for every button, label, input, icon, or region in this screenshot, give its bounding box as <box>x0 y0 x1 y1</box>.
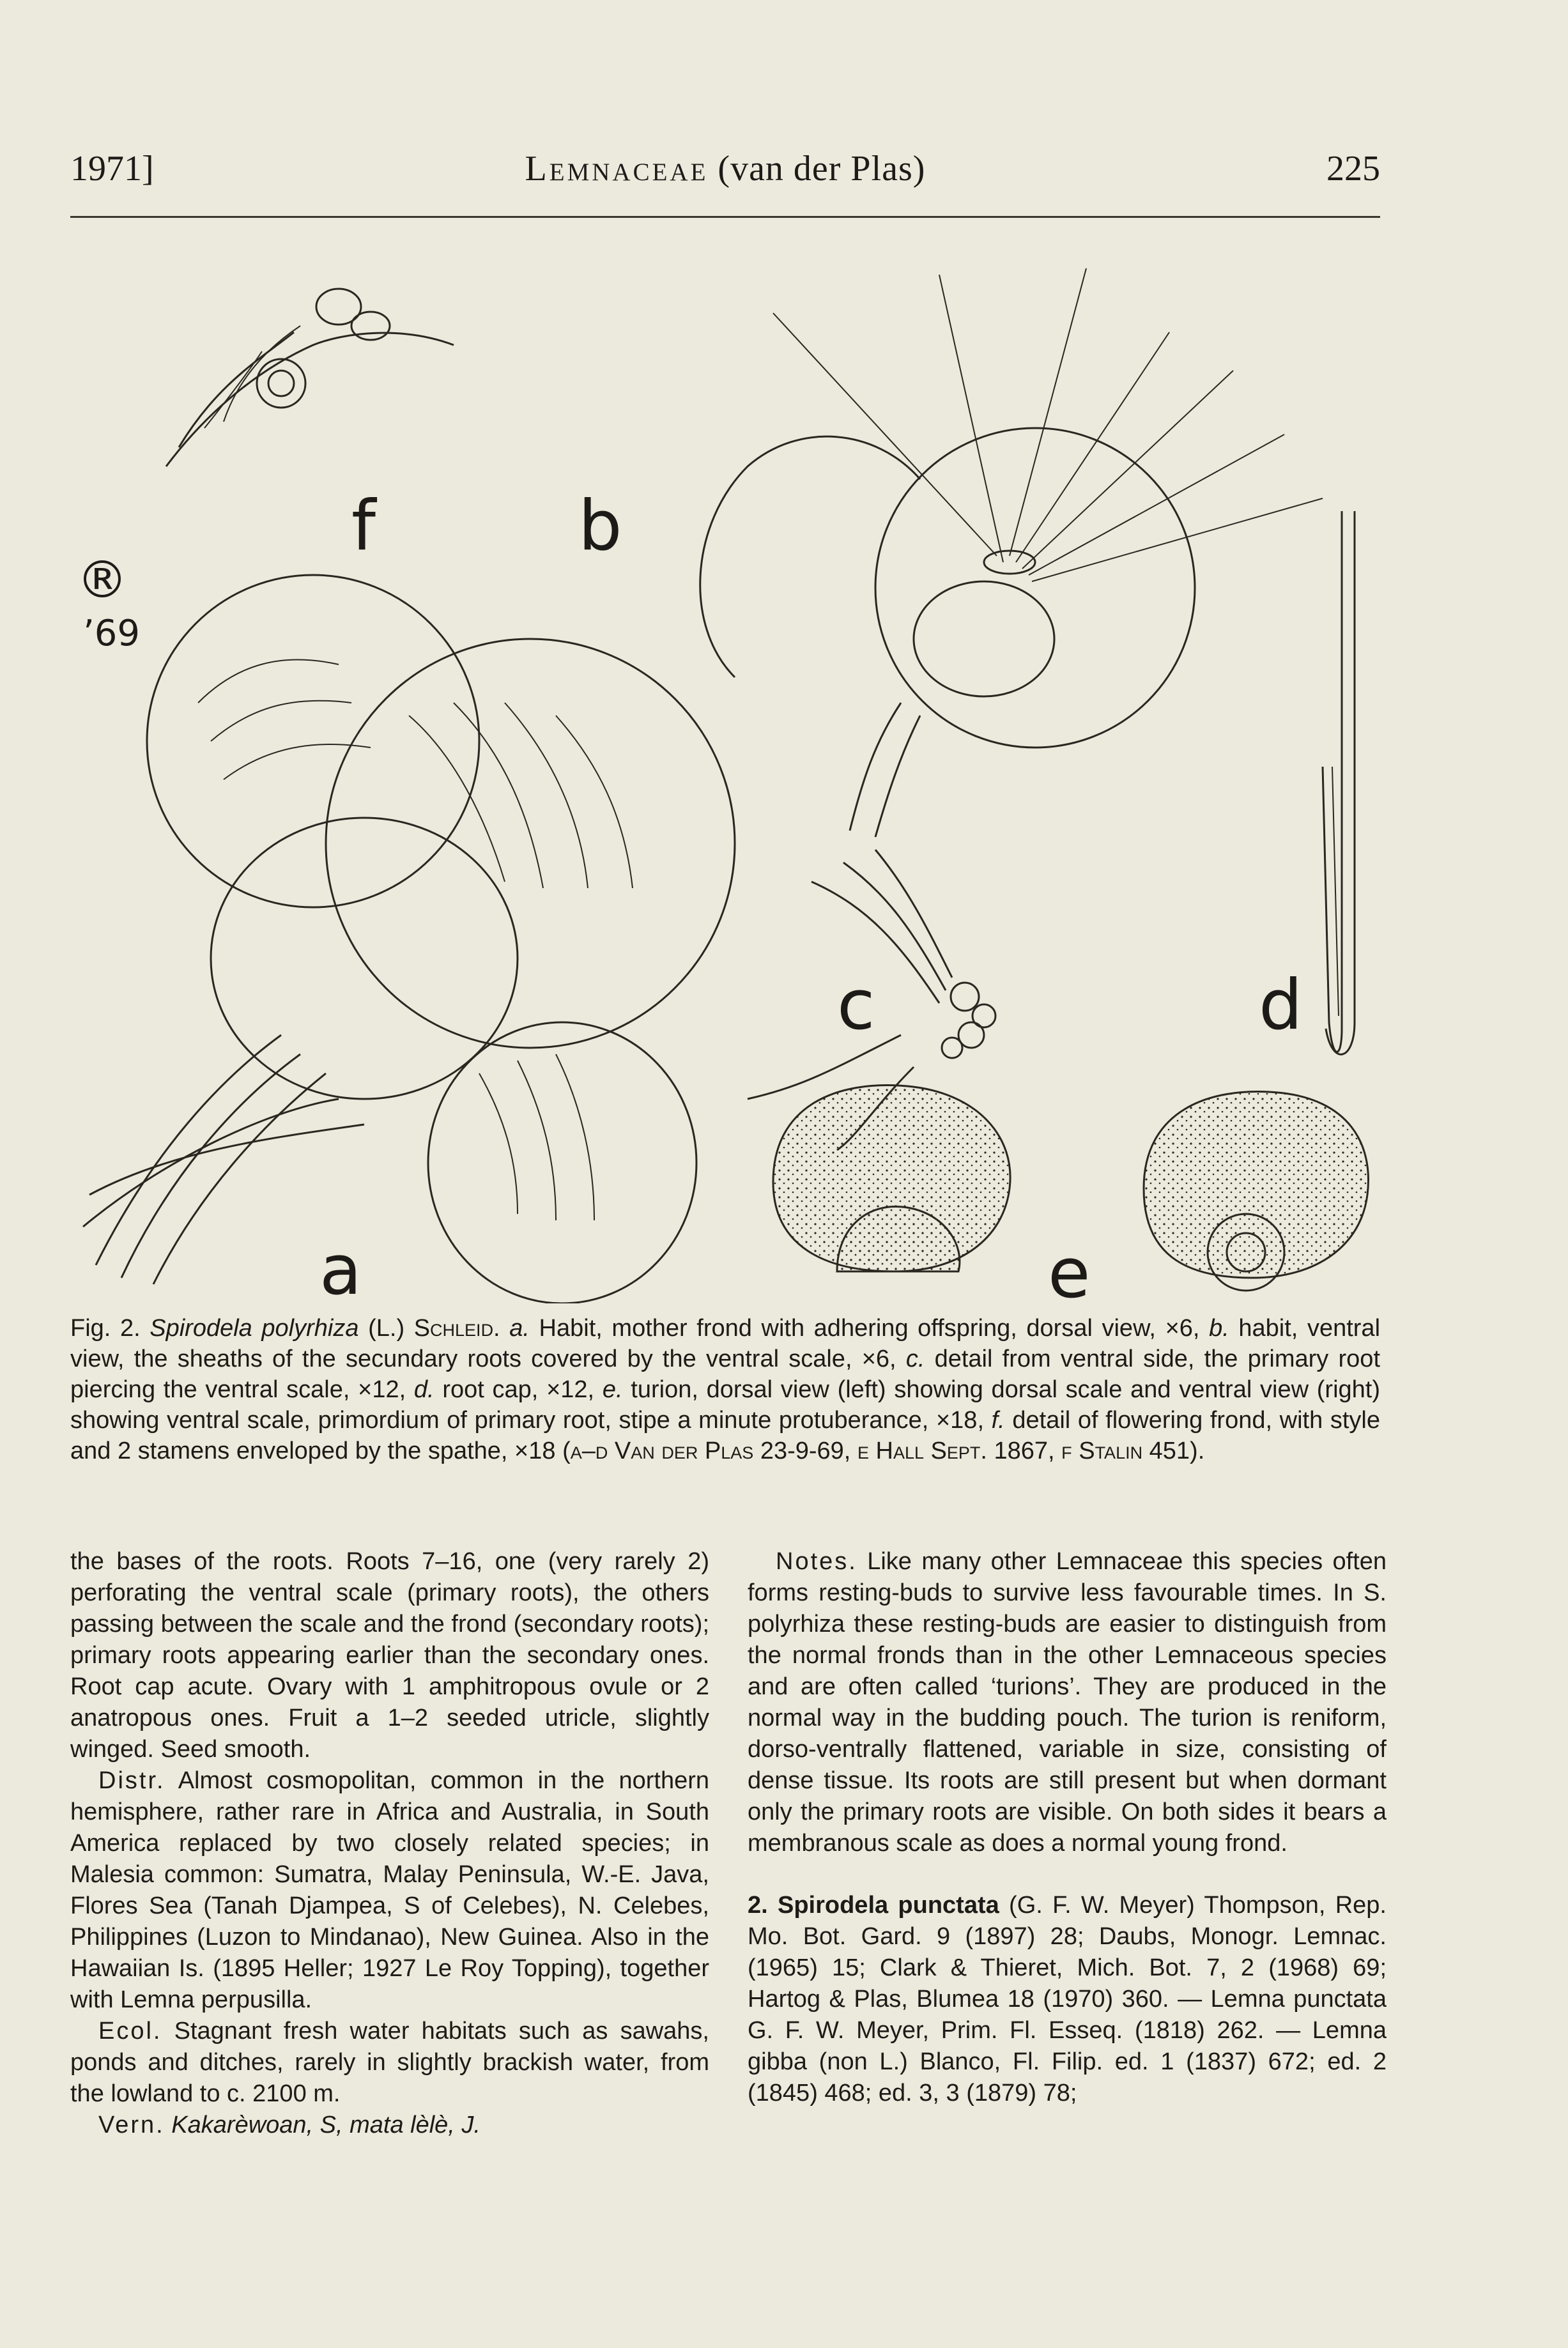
caption-c: detail from ventral side, the primary root piercing the ventral scale, ×12, <box>70 1346 1380 1403</box>
distr-label: Distr. <box>98 1767 165 1794</box>
caption-sources-ad: (a–d Van der Plas 23-9-69, <box>562 1438 851 1464</box>
caption-authority: (L.) Schleid. <box>368 1315 500 1342</box>
header-rule <box>70 216 1380 218</box>
panel-label-d: d <box>1259 965 1303 1045</box>
caption-sources-f: f Stalin 451). <box>1061 1438 1205 1464</box>
panel-label-b: b <box>578 486 622 566</box>
artist-year: ’69 <box>83 613 141 654</box>
panel-label-f: f <box>351 486 376 566</box>
distribution-paragraph <box>70 1765 709 2016</box>
right-column <box>748 1546 1387 2109</box>
header-family: Lemnaceae <box>525 149 709 188</box>
species-entry <box>748 1890 1387 2109</box>
panel-d-drawing <box>1323 511 1355 1054</box>
caption-d: root cap, ×12, <box>442 1376 595 1403</box>
notes-text: Like many other Lemnaceae this species often forms resting-buds to survive less favourable times. In S. polyrhiza these resting-buds are easier to distinguish from the normal fronds than in the other Lemnaceous species and are often called ‘turions’. They are produced in the normal way in the budding pouch. The turion is reniform, dorso-ventrally flattened, variable in size, consisting of dense tissue. Its roots are still present but when dormant only the primary roots are visible. On both sides it bears a membranous scale as does a normal young frond. <box>748 1548 1387 1857</box>
header-author: (van der Plas) <box>718 149 926 188</box>
species-number: 2. <box>748 1892 768 1919</box>
panel-label-e: e <box>1048 1234 1091 1303</box>
ecol-text: Stagnant fresh water habitats such as sawahs, ponds and ditches, rarely in slightly brackish water, from the lowland to c. 2100 m. <box>70 2018 709 2107</box>
panel-label-a: a <box>319 1231 362 1303</box>
figure-caption: Fig. 2. Spirodela polyrhiza (L.) Schleid. a. Habit, mother frond with adhering offspring, dorsal view, ×6, b. habit, ventral view, the sheaths of the secundary roots covered by the ventral scale, ×6, c. detail from ventral side, the primary root piercing the ventral scale, ×12, d. root cap, ×12, e. turion, dorsal view (left) showing dorsal scale and ventral view (right) showing ventral scale, primordium of primary root, stipe a minute protuberance, ×18, f. detail of flowering frond, with style and 2 stamens enveloped by the spathe, ×18 (a–d Van der Plas 23-9-69, e Hall Sept. 1867, f Stalin 451). <box>70 1315 1381 1464</box>
ecology-paragraph <box>70 2016 709 2110</box>
ecol-label: Ecol. <box>98 2018 162 2045</box>
caption-f: detail of flowering frond, with style and 2 stamens enveloped by the spathe, ×18 <box>70 1407 1380 1464</box>
caption-sources-e: e Hall Sept. 1867, <box>857 1438 1055 1464</box>
artist-monogram: ® <box>77 550 128 610</box>
left-column <box>70 1546 709 2141</box>
notes-label: Notes. <box>776 1548 857 1575</box>
caption-species: Spirodela polyrhiza <box>150 1315 359 1342</box>
running-header <box>70 148 1380 199</box>
panel-a-drawing <box>83 575 735 1303</box>
botanical-figure <box>70 256 1380 1303</box>
vern-text: Kakarèwoan, S, mata lèlè, J. <box>171 2112 480 2138</box>
panel-f-drawing <box>166 289 454 466</box>
notes-paragraph <box>748 1546 1387 1859</box>
species-text: (G. F. W. Meyer) Thompson, Rep. Mo. Bot. Gard. 9 (1897) 28; Daubs, Monogr. Lemnac. (1965) 15; Clark & Thieret, Mich. Bot. 7, 2 (1968) 69; Hartog & Plas, Blumea 18 (1970) 360. — Lemna punctata G. F. W. Meyer, Prim. Fl. Esseq. (1818) 262. — Lemna gibba (non L.) Blanco, Fl. Filip. ed. 1 (1837) 672; ed. 2 (1845) 468; ed. 3, 3 (1879) 78; <box>748 1892 1387 2106</box>
panel-b-drawing <box>700 268 1323 837</box>
vernacular-paragraph <box>70 2110 709 2141</box>
caption-e: turion, dorsal view (left) showing dorsal scale and ventral view (right) showing ventral scale, primordium of primary root, stipe a minute protuberance, ×18, <box>70 1376 1381 1434</box>
species-name: Spirodela punctata <box>777 1892 999 1919</box>
header-year: 1971] <box>70 149 154 188</box>
panel-label-c: c <box>837 965 875 1045</box>
page-number: 225 <box>1326 149 1380 188</box>
description-paragraph: the bases of the roots. Roots 7–16, one (very rarely 2) perforating the ventral scale (primary roots), the others passing between the scale and the frond (secondary roots); primary roots appearing earlier than the secondary ones. Root cap acute. Ovary with 1 amphitropous ovule or 2 anatropous ones. Fruit a 1–2 seeded utricle, slightly winged. Seed smooth. <box>70 1548 709 1763</box>
caption-b: habit, ventral view, the sheaths of the secundary roots covered by the ventral scale, ×6, <box>70 1315 1381 1372</box>
figure-drawing <box>70 256 1380 1303</box>
caption-fig-label: Fig. 2. <box>70 1315 141 1342</box>
vern-label: Vern. <box>98 2112 165 2138</box>
header-title <box>70 148 1380 189</box>
distr-text: Almost cosmopolitan, common in the northern hemisphere, rather rare in Africa and Australia, in South America replaced by two closely related species; in Malesia common: Sumatra, Malay Peninsula, W.-E. Java, Flores Sea (Tanah Djampea, S of Celebes), N. Celebes, Philippines (Luzon to Mindanao), New Guinea. Also in the Hawaiian Is. (1895 Heller; 1927 Le Roy Topping), together with Lemna perpusilla. <box>70 1767 709 2013</box>
caption-a: Habit, mother frond with adhering offspring, dorsal view, ×6, <box>539 1315 1200 1342</box>
